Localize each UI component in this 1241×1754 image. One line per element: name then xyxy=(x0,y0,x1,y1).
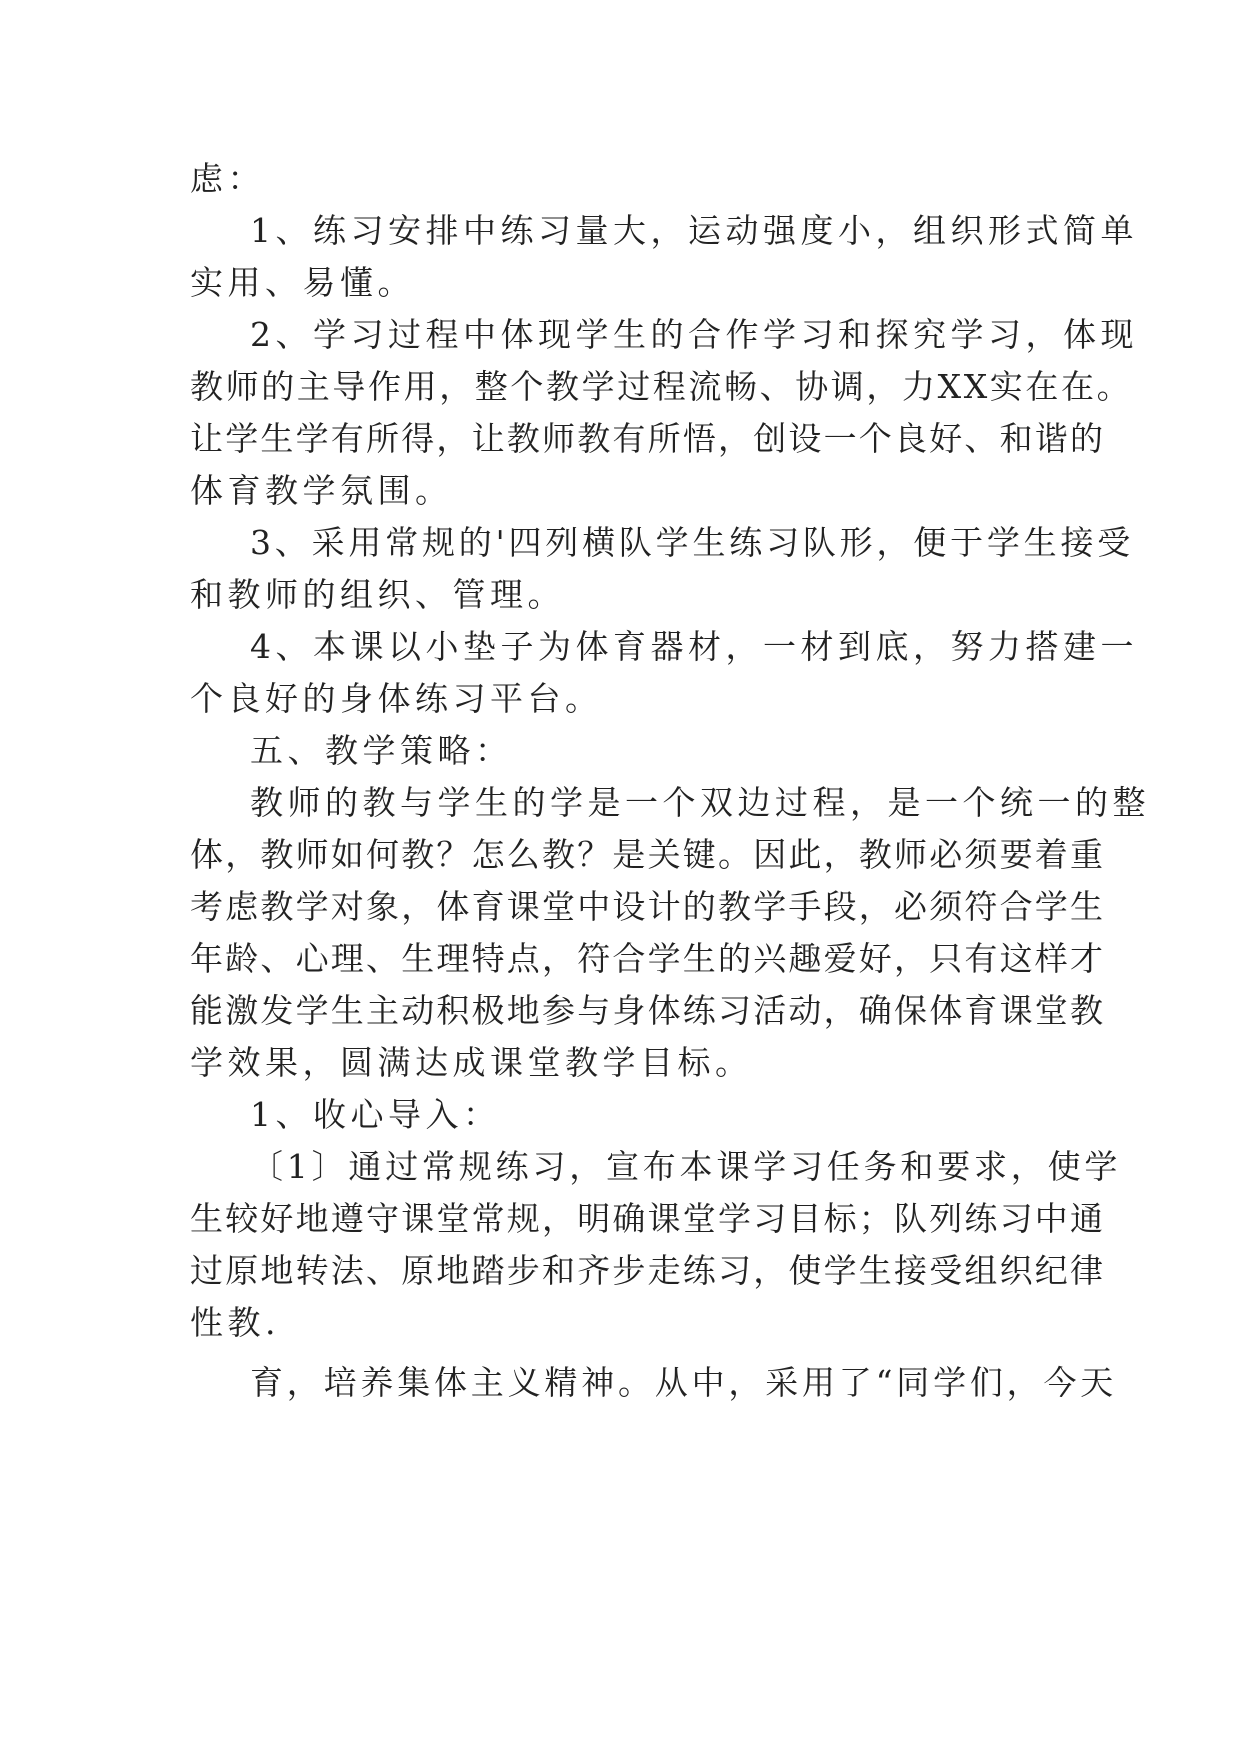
text-line: 实用、易懂。 xyxy=(190,263,415,302)
text-line: 教师的主导作用，整个教学过程流畅、协调，力XX实在在。 xyxy=(190,367,1133,406)
text-line: 3、采用常规的'四列横队学生练习队形，便于学生接受 xyxy=(250,523,1135,562)
section-heading: 五、教学策略： xyxy=(250,731,513,770)
text-line: 性教. xyxy=(190,1303,280,1342)
subsection-heading: 1、收心导入： xyxy=(250,1095,501,1134)
text-line: 年龄、心理、生理特点，符合学生的兴趣爱好，只有这样才 xyxy=(190,939,1106,978)
text-line: 能激发学生主动积极地参与身体练习活动，确保体育课堂教 xyxy=(190,991,1106,1030)
text-line: 过原地转法、原地踏步和齐步走练习，使学生接受组织纪律 xyxy=(190,1251,1106,1290)
text-line: 〔1〕通过常规练习，宣布本课学习任务和要求，使学 xyxy=(250,1147,1122,1186)
text-line: 和教师的组织、管理。 xyxy=(190,575,565,614)
text-line: 4、本课以小垫子为体育器材，一材到底，努力搭建一 xyxy=(250,627,1138,666)
text-line: 育，培养集体主义精神。从中，采用了“同学们，今天 xyxy=(250,1363,1118,1402)
text-line: 生较好地遵守课堂常规，明确课堂学习目标；队列练习中通 xyxy=(190,1199,1106,1238)
text-line: 让学生学有所得，让教师教有所悟，创设一个良好、和谐的 xyxy=(190,419,1106,458)
text-line: 体育教学氛围。 xyxy=(190,471,453,510)
text-line: 2、学习过程中体现学生的合作学习和探究学习，体现 xyxy=(250,315,1138,354)
text-line: 考虑教学对象，体育课堂中设计的教学手段，必须符合学生 xyxy=(190,887,1106,926)
text-line: 学效果，圆满达成课堂教学目标。 xyxy=(190,1043,753,1082)
text-line: 个良好的身体练习平台。 xyxy=(190,679,603,718)
text-line: 1、练习安排中练习量大，运动强度小，组织形式简单 xyxy=(250,211,1138,250)
text-line: 教师的教与学生的学是一个双边过程，是一个统一的整 xyxy=(250,783,1150,822)
text-line: 体，教师如何教？怎么教？是关键。因此，教师必须要着重 xyxy=(190,835,1106,874)
text-line: 虑： xyxy=(190,159,265,198)
